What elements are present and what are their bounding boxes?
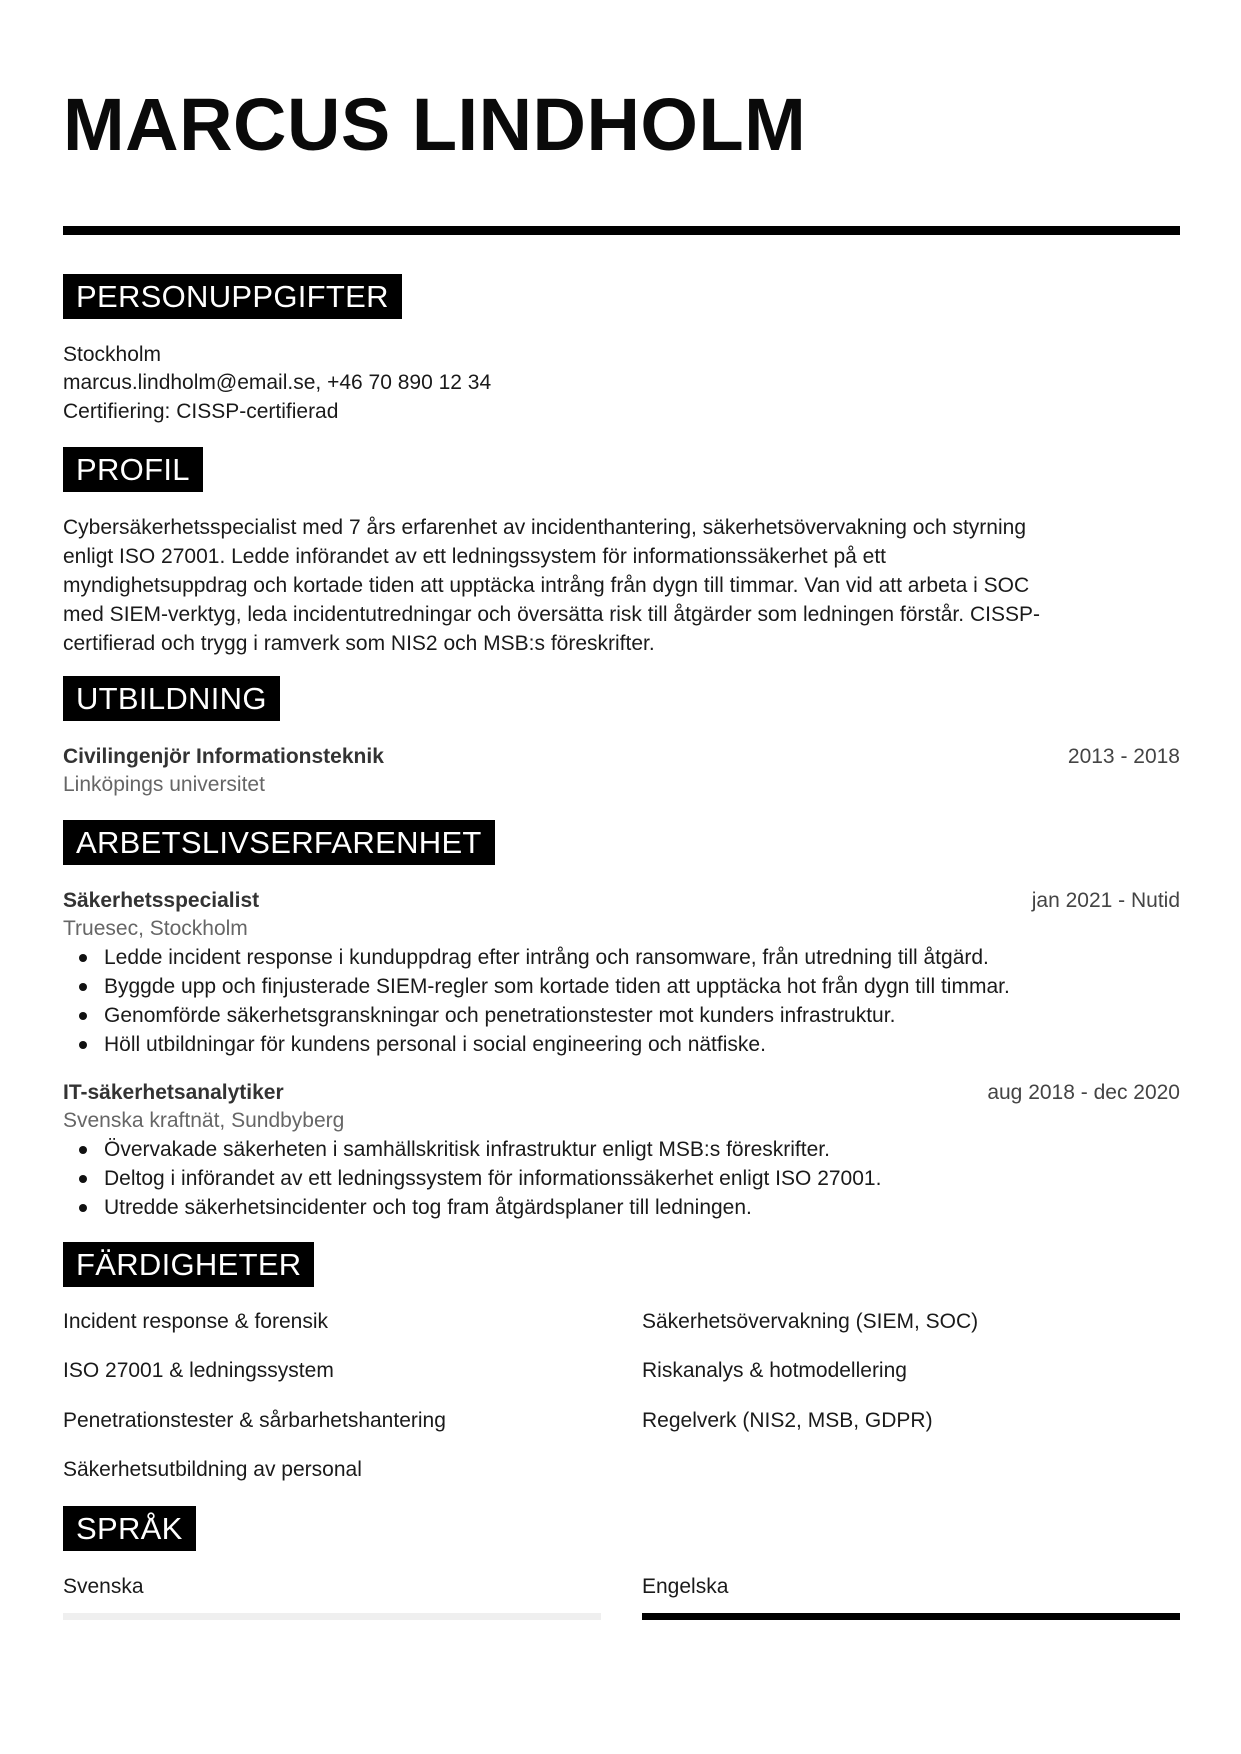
skill-item: Säkerhetsutbildning av personal — [63, 1458, 362, 1481]
job-bullet: Höll utbildningar för kundens personal i social engineering och nätfiske. — [63, 1030, 1180, 1059]
job-entry — [63, 886, 1180, 915]
section-heading-profile: PROFIL — [63, 447, 203, 492]
profile-line: certifierad och trygg i ramverk som NIS2 och MSB:s föreskrifter. — [63, 632, 655, 655]
education-degree: Civilingenjör Informationsteknik — [63, 745, 384, 768]
job-bullet: Deltog i införandet av ett ledningssystem för informationssäkerhet enligt ISO 27001. — [63, 1164, 1180, 1193]
section-heading-skills: FÄRDIGHETER — [63, 1242, 314, 1287]
language-level-fill — [642, 1613, 1180, 1620]
profile-line: enligt ISO 27001. Ledde införandet av ett ledningssystem för informationssäkerhet på ett — [63, 545, 886, 568]
education-entry — [63, 742, 1180, 771]
personal-city: Stockholm — [63, 343, 162, 366]
bullet-dot-icon — [79, 1146, 87, 1154]
profile-line: myndighetsuppdrag och kortade tiden att upptäcka intrång från dygn till timmar. Van vid att arbeta i SOC — [63, 574, 1030, 597]
skill-item: Penetrationstester & sårbarhetshantering — [63, 1409, 446, 1432]
bullet-dot-icon — [79, 954, 87, 962]
skill-item: Säkerhetsövervakning (SIEM, SOC) — [642, 1310, 979, 1333]
job-dates: aug 2018 - dec 2020 — [987, 1081, 1180, 1104]
skill-item: ISO 27001 & ledningssystem — [63, 1359, 334, 1382]
personal-contact: marcus.lindholm@email.se, +46 70 890 12 34 — [63, 371, 492, 394]
skill-item: Riskanalys & hotmodellering — [642, 1359, 907, 1382]
bullet-dot-icon — [79, 1041, 87, 1049]
job-bullet-list — [63, 943, 1180, 1059]
job-bullet: Övervakade säkerheten i samhällskritisk infrastruktur enligt MSB:s föreskrifter. — [63, 1135, 1180, 1164]
education-school: Linköpings universitet — [63, 773, 265, 796]
language-name: Svenska — [63, 1575, 144, 1598]
job-bullet-list — [63, 1135, 1180, 1222]
personal-certification: Certifiering: CISSP-certifierad — [63, 400, 339, 423]
job-bullet: Byggde upp och finjusterade SIEM-regler som kortade tiden att upptäcka hot från dygn till timmar. — [63, 972, 1180, 1001]
language-level-bar — [642, 1613, 1180, 1620]
job-bullet: Genomförde säkerhetsgranskningar och penetrationstester mot kunders infrastruktur. — [63, 1001, 1180, 1030]
job-title: Säkerhetsspecialist — [63, 889, 260, 912]
profile-text — [63, 513, 1180, 658]
job-employer: Truesec, Stockholm — [63, 917, 248, 940]
profile-line: Cybersäkerhetsspecialist med 7 års erfarenhet av incidenthantering, säkerhetsövervakning och styrning — [63, 516, 1027, 539]
language-name: Engelska — [642, 1575, 729, 1598]
section-heading-personal: PERSONUPPGIFTER — [63, 274, 402, 319]
section-heading-experience: ARBETSLIVSERFARENHET — [63, 820, 495, 865]
job-bullet: Utredde säkerhetsincidenter och tog fram åtgärdsplaner till ledningen. — [63, 1193, 1180, 1222]
job-dates: jan 2021 - Nutid — [1031, 889, 1180, 912]
bullet-dot-icon — [79, 1175, 87, 1183]
bullet-dot-icon — [79, 1012, 87, 1020]
education-dates: 2013 - 2018 — [1067, 745, 1180, 768]
section-heading-education: UTBILDNING — [63, 676, 280, 721]
job-employer: Svenska kraftnät, Sundbyberg — [63, 1109, 345, 1132]
bullet-dot-icon — [79, 1204, 87, 1212]
section-heading-languages: SPRÅK — [63, 1506, 196, 1551]
header-divider — [63, 226, 1180, 235]
bullet-dot-icon — [79, 983, 87, 991]
job-entry — [63, 1078, 1180, 1107]
skill-item: Regelverk (NIS2, MSB, GDPR) — [642, 1409, 933, 1432]
job-title: IT-säkerhetsanalytiker — [63, 1081, 284, 1104]
profile-line: med SIEM-verktyg, leda incidentutredningar och översätta risk till åtgärder som ledningen förstår. CISSP- — [63, 603, 1040, 626]
skill-item: Incident response & forensik — [63, 1310, 328, 1333]
candidate-name: MARCUS LINDHOLM — [63, 83, 807, 166]
language-level-bar — [63, 1613, 601, 1620]
job-bullet: Ledde incident response i kunduppdrag efter intrång och ransomware, från utredning till åtgärd. — [63, 943, 1180, 972]
